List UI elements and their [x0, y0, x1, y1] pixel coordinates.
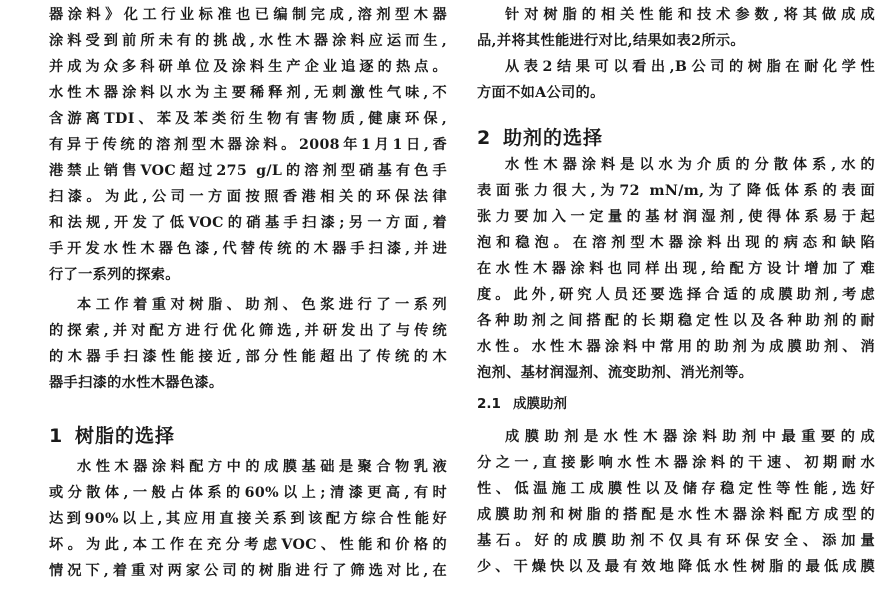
- section-heading-1: [49, 422, 447, 450]
- text-line: 水性木器涂料以水为主要稀释剂,无刺激性气味,不: [49, 85, 447, 101]
- subsection-number: 2.1: [477, 396, 501, 412]
- text-line: 在水性木器涂料也同样出现,给配方设计增加了难: [477, 261, 875, 277]
- text-line: 泡剂、基材润湿剂、流变助剂、消光剂等。: [477, 365, 754, 381]
- text-line: 品,并将其性能进行对比,结果如表2所示。: [477, 33, 745, 49]
- text-line: 针对树脂的相关性能和技术参数,将其做成成: [505, 7, 875, 23]
- text-line: 涂料受到前所未有的挑战,水性木器涂料应运而生,: [49, 33, 447, 49]
- text-line: 的探索,并对配方进行优化筛选,并研发出了与传统: [49, 323, 447, 339]
- text-line: 方面不如A公司的。: [477, 85, 605, 101]
- text-line: 坏。为此,本工作在充分考虑VOC、性能和价格的: [49, 537, 447, 553]
- text-line: 泡和稳泡。在溶剂型木器涂料出现的病态和缺陷: [477, 235, 875, 251]
- text-line: 达到90%以上,其应用直接关系到该配方综合性能好: [49, 511, 447, 527]
- text-line: 从表2结果可以看出,B公司的树脂在耐化学性: [505, 59, 875, 75]
- text-line: 行了一系列的探索。: [49, 267, 180, 283]
- text-line: 各种助剂之间搭配的长期稳定性以及各种助剂的耐: [477, 313, 875, 329]
- text-line: 器手扫漆的水性木器色漆。: [49, 375, 224, 391]
- text-line: 分之一,直接影响水性木器涂料的干速、初期耐水: [477, 455, 875, 471]
- text-line: 度。此外,研究人员还要选择合适的成膜助剂,考虑: [477, 287, 875, 303]
- text-line: 成膜助剂是水性木器涂料助剂中最重要的成: [505, 429, 875, 445]
- text-line: 扫漆。为此,公司一方面按照香港相关的环保法律: [49, 189, 447, 205]
- text-line: 并成为众多科研单位及涂料生产企业追逐的热点。: [49, 59, 447, 75]
- text-line: 港禁止销售VOC超过275 g/L的溶剂型硝基有色手: [49, 163, 447, 179]
- text-line: 手开发水性木器色漆,代替传统的木器手扫漆,并进: [49, 241, 447, 257]
- text-line: 少、干燥快以及最有效地降低水性树脂的最低成膜: [477, 559, 875, 575]
- text-line: 或分散体,一般占体系的60%以上;清漆更高,有时: [49, 485, 447, 501]
- text-line: 的木器手扫漆性能接近,部分性能超出了传统的木: [49, 349, 447, 365]
- text-line: 水性木器涂料配方中的成膜基础是聚合物乳液: [77, 459, 447, 475]
- text-line: 有异于传统的溶剂型木器涂料。2008年1月1日,香: [49, 137, 447, 153]
- text-line: 表面张力很大,为72 mN/m,为了降低体系的表面: [477, 183, 875, 199]
- section-title: 助剂的选择: [503, 127, 604, 149]
- subsection-heading-2-1: [477, 394, 875, 414]
- text-line: 水性。水性木器涂料中常用的助剂为成膜助剂、消: [477, 339, 875, 355]
- section-title: 树脂的选择: [75, 425, 176, 447]
- text-line: 和法规,开发了低VOC的硝基手扫漆;另一方面,着: [49, 215, 447, 231]
- text-line: 器涂料》化工行业标准也已编制完成,溶剂型木器: [49, 7, 447, 23]
- section-heading-2: [477, 124, 875, 152]
- text-line: 性、低温施工成膜性以及储存稳定性等性能,选好: [477, 481, 875, 497]
- subsection-title: 成膜助剂: [513, 396, 567, 412]
- section-number: 1: [49, 425, 64, 447]
- text-line: 基石。好的成膜助剂不仅具有环保安全、添加量: [477, 533, 875, 549]
- text-line: 含游离TDI、苯及苯类衍生物有害物质,健康环保,: [49, 111, 447, 127]
- section-number: 2: [477, 127, 492, 149]
- text-line: 张力要加入一定量的基材润湿剂,使得体系易于起: [477, 209, 875, 225]
- text-line: 情况下,着重对两家公司的树脂进行了筛选对比,在: [49, 563, 447, 579]
- text-line: 本工作着重对树脂、助剂、色浆进行了一系列: [77, 297, 447, 313]
- text-line: 水性木器涂料是以水为介质的分散体系,水的: [505, 157, 875, 173]
- text-line: 成膜助剂和树脂的搭配是水性木器涂料配方成型的: [477, 507, 875, 523]
